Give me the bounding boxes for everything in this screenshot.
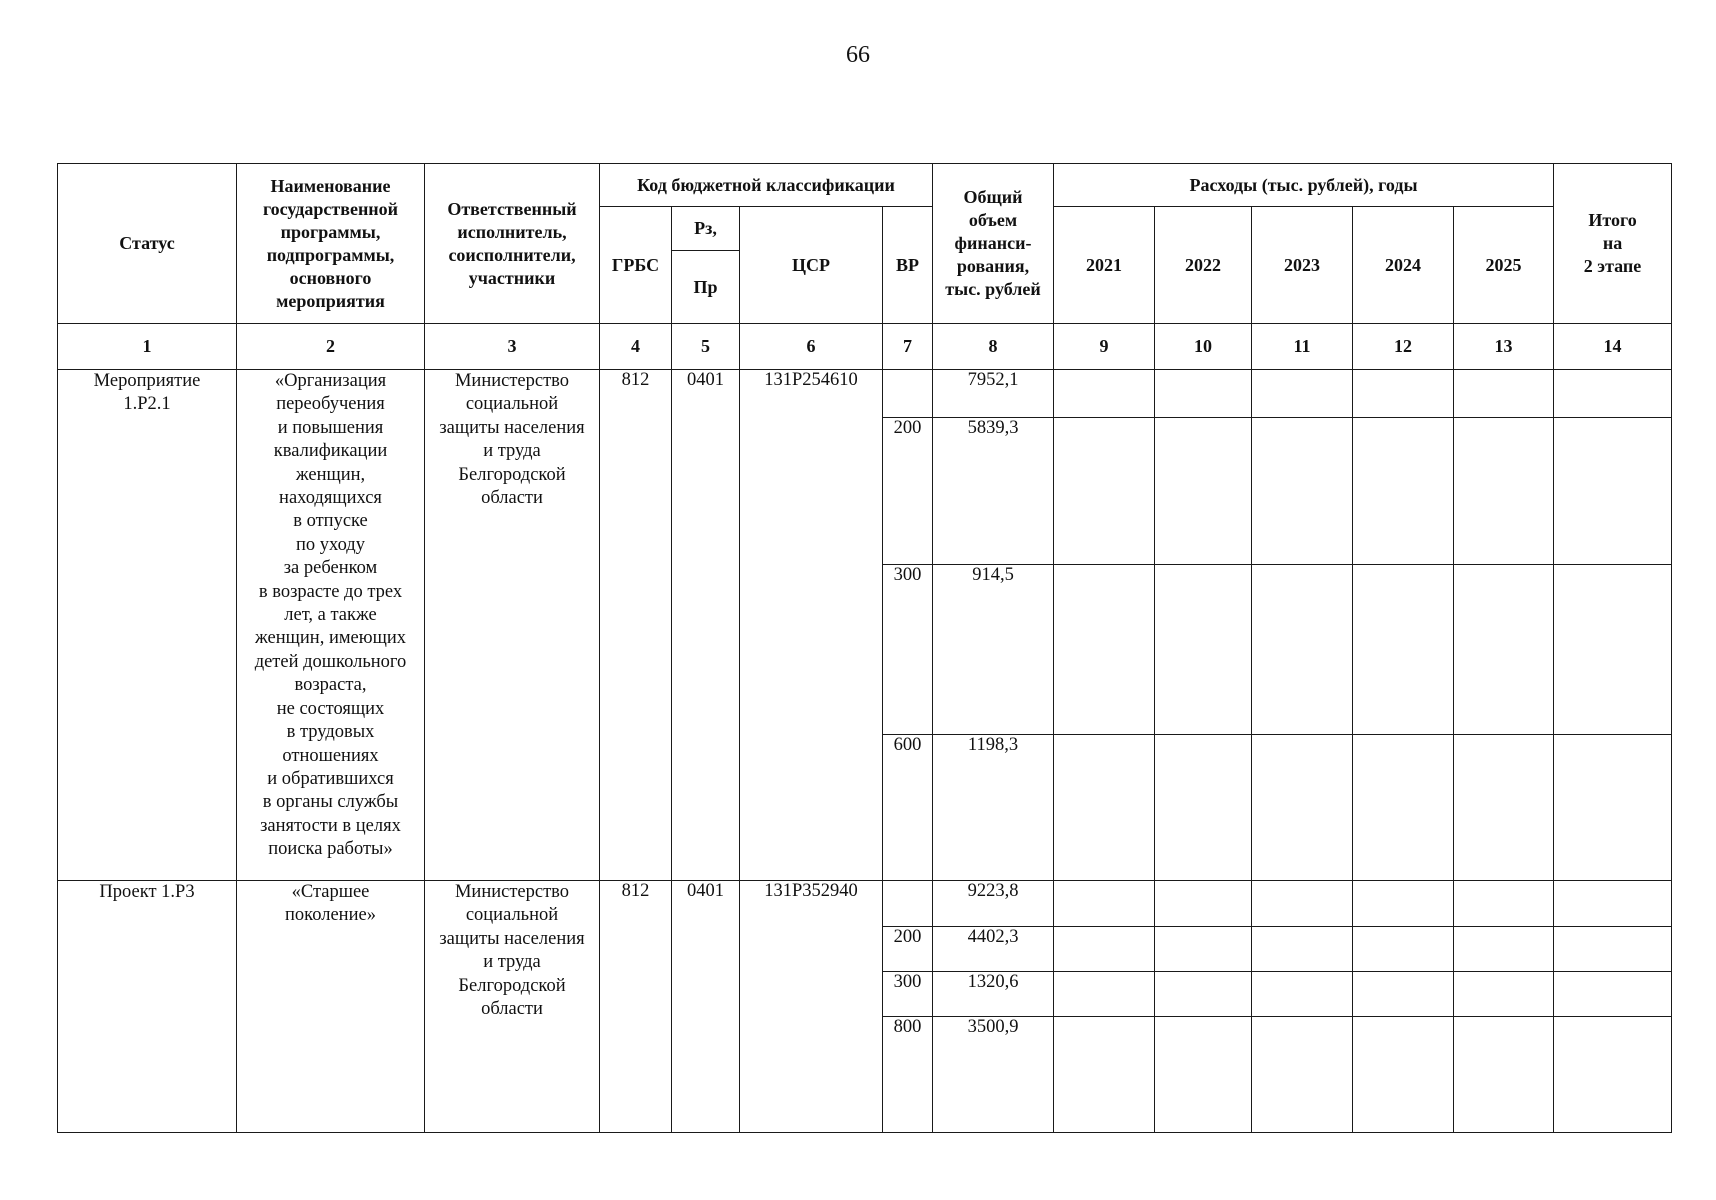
status-cell: Мероприятие 1.Р2.1 xyxy=(58,370,237,881)
grbs-cell: 812 xyxy=(600,881,672,1133)
year-cell xyxy=(1252,735,1353,881)
stage-total-cell xyxy=(1554,927,1672,972)
stage-total-cell xyxy=(1554,565,1672,735)
header-stage-total: Итого на 2 этапе xyxy=(1554,164,1672,324)
header-year-2024: 2024 xyxy=(1353,207,1454,324)
page-number: 66 xyxy=(846,42,870,68)
header-status: Статус xyxy=(58,164,237,324)
year-cell xyxy=(1252,1017,1353,1133)
header-year-2023: 2023 xyxy=(1252,207,1353,324)
column-number: 8 xyxy=(933,324,1054,370)
column-number: 9 xyxy=(1054,324,1155,370)
year-cell xyxy=(1454,1017,1554,1133)
amount-cell: 5839,3 xyxy=(933,418,1054,565)
executor-cell: Министерство социальной защиты населения и труда Белгородской области xyxy=(425,370,600,881)
csr-cell: 131Р254610 xyxy=(740,370,883,881)
column-numbers-row xyxy=(58,324,1672,370)
year-cell xyxy=(1155,972,1252,1017)
year-cell xyxy=(1353,370,1454,418)
table-row xyxy=(58,881,1672,927)
column-number: 11 xyxy=(1252,324,1353,370)
amount-cell: 4402,3 xyxy=(933,927,1054,972)
header-rz: Рз, xyxy=(672,207,740,251)
column-number: 13 xyxy=(1454,324,1554,370)
amount-cell: 9223,8 xyxy=(933,881,1054,927)
stage-total-cell xyxy=(1554,881,1672,927)
grbs-cell: 812 xyxy=(600,370,672,881)
year-cell xyxy=(1155,927,1252,972)
year-cell xyxy=(1353,565,1454,735)
header-name: Наименование государственной программы, подпрограммы, основного мероприятия xyxy=(237,164,425,324)
year-cell xyxy=(1155,418,1252,565)
year-cell xyxy=(1054,735,1155,881)
header-executor: Ответственный исполнитель, соисполнители, участники xyxy=(425,164,600,324)
year-cell xyxy=(1454,881,1554,927)
year-cell xyxy=(1054,972,1155,1017)
year-cell xyxy=(1454,927,1554,972)
year-cell xyxy=(1155,881,1252,927)
year-cell xyxy=(1454,418,1554,565)
csr-cell: 131Р352940 xyxy=(740,881,883,1133)
column-number: 3 xyxy=(425,324,600,370)
header-year-2025: 2025 xyxy=(1454,207,1554,324)
column-number: 14 xyxy=(1554,324,1672,370)
year-cell xyxy=(1155,1017,1252,1133)
header-year-2021: 2021 xyxy=(1054,207,1155,324)
amount-cell: 1320,6 xyxy=(933,972,1054,1017)
year-cell xyxy=(1454,735,1554,881)
year-cell xyxy=(1252,972,1353,1017)
year-cell xyxy=(1353,927,1454,972)
column-number: 6 xyxy=(740,324,883,370)
stage-total-cell xyxy=(1554,972,1672,1017)
year-cell xyxy=(1454,972,1554,1017)
header-budget-code: Код бюджетной классификации xyxy=(600,164,933,207)
year-cell xyxy=(1252,927,1353,972)
stage-total-cell xyxy=(1554,735,1672,881)
year-cell xyxy=(1454,370,1554,418)
column-number: 1 xyxy=(58,324,237,370)
header-row-1 xyxy=(58,164,1672,207)
program-name-cell: «Организация переобучения и повышения квалификации женщин, находящихся в отпуске по уходу за ребенком в возрасте до трех лет, а также женщин, имеющих детей дошкольного возраста, не состоящих в трудовых отношениях и обратившихся в органы службы занятости в целях поиска работы» xyxy=(237,370,425,881)
column-number: 7 xyxy=(883,324,933,370)
amount-cell: 914,5 xyxy=(933,565,1054,735)
year-cell xyxy=(1454,565,1554,735)
vr-cell: 200 xyxy=(883,927,933,972)
program-name-cell: «Старшее поколение» xyxy=(237,881,425,1133)
year-cell xyxy=(1054,418,1155,565)
stage-total-cell xyxy=(1554,370,1672,418)
header-total-volume: Общий объем финанси- рования, тыс. рублей xyxy=(933,164,1054,324)
column-number: 5 xyxy=(672,324,740,370)
vr-cell xyxy=(883,370,933,418)
year-cell xyxy=(1054,927,1155,972)
year-cell xyxy=(1252,418,1353,565)
vr-cell: 600 xyxy=(883,735,933,881)
year-cell xyxy=(1054,881,1155,927)
vr-cell: 200 xyxy=(883,418,933,565)
header-csr: ЦСР xyxy=(740,207,883,324)
amount-cell: 1198,3 xyxy=(933,735,1054,881)
year-cell xyxy=(1353,418,1454,565)
budget-table xyxy=(57,163,1672,1133)
year-cell xyxy=(1054,565,1155,735)
year-cell xyxy=(1252,565,1353,735)
stage-total-cell xyxy=(1554,418,1672,565)
executor-cell: Министерство социальной защиты населения и труда Белгородской области xyxy=(425,881,600,1133)
vr-cell xyxy=(883,881,933,927)
year-cell xyxy=(1155,370,1252,418)
vr-cell: 300 xyxy=(883,565,933,735)
column-number: 4 xyxy=(600,324,672,370)
year-cell xyxy=(1155,565,1252,735)
year-cell xyxy=(1353,735,1454,881)
rzpr-cell: 0401 xyxy=(672,881,740,1133)
column-number: 12 xyxy=(1353,324,1454,370)
header-expenses: Расходы (тыс. рублей), годы xyxy=(1054,164,1554,207)
year-cell xyxy=(1353,972,1454,1017)
vr-cell: 300 xyxy=(883,972,933,1017)
year-cell xyxy=(1353,1017,1454,1133)
stage-total-cell xyxy=(1554,1017,1672,1133)
year-cell xyxy=(1252,370,1353,418)
status-cell: Проект 1.Р3 xyxy=(58,881,237,1133)
year-cell xyxy=(1155,735,1252,881)
header-vr: ВР xyxy=(883,207,933,324)
vr-cell: 800 xyxy=(883,1017,933,1133)
year-cell xyxy=(1353,881,1454,927)
header-grbs: ГРБС xyxy=(600,207,672,324)
rzpr-cell: 0401 xyxy=(672,370,740,881)
table-row xyxy=(58,370,1672,418)
amount-cell: 3500,9 xyxy=(933,1017,1054,1133)
year-cell xyxy=(1054,370,1155,418)
amount-cell: 7952,1 xyxy=(933,370,1054,418)
column-number: 10 xyxy=(1155,324,1252,370)
column-number: 2 xyxy=(237,324,425,370)
header-pr: Пр xyxy=(672,251,740,324)
year-cell xyxy=(1252,881,1353,927)
header-year-2022: 2022 xyxy=(1155,207,1252,324)
year-cell xyxy=(1054,1017,1155,1133)
